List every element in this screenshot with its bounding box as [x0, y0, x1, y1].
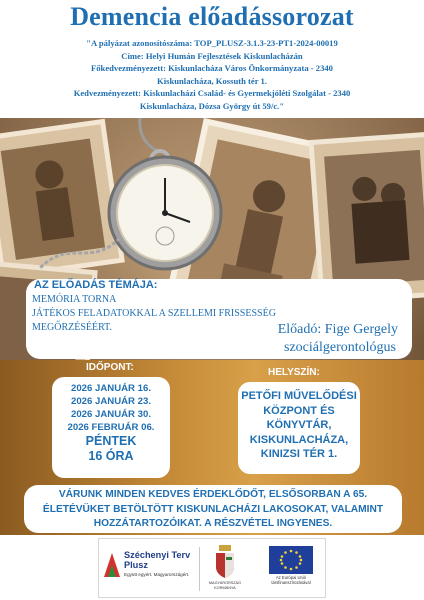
place-line: KINIZSI TÉR 1.: [260, 448, 338, 460]
time-label: IDŐPONT:: [86, 362, 134, 373]
project-info-line: "A pályázat azonosítószáma: TOP_PLUSZ-3.1.3-23-PT1-2024-00019: [86, 38, 338, 48]
place-line: KÖZPONT ÉS: [263, 404, 335, 417]
project-info-line: Főkedvezményezett: Kiskunlacháza Város Önkormányzata - 2340: [91, 63, 333, 74]
event-date: 2026 JANUÁR 30.: [71, 409, 151, 420]
hungarian-government-logo: [204, 543, 246, 595]
topic-text: [32, 293, 276, 335]
invitation-line: VÁRUNK MINDEN KEDVES ÉRDEKLŐDŐT, ELSŐSORBAN A 65.: [58, 489, 368, 500]
event-date: 2026 JANUÁR 16.: [71, 383, 151, 394]
funding-logos: [98, 538, 326, 598]
event-day: PÉNTEK: [85, 434, 137, 448]
presenter-role: szociálgerontológus: [284, 340, 396, 355]
eu-flag-icon: [269, 546, 313, 574]
topic-line: MEMÓRIA TORNA: [32, 294, 117, 305]
topic-line: MEGŐRZÉSÉÉRT.: [32, 322, 113, 333]
time-panel: [52, 377, 170, 478]
project-info: [8, 37, 416, 113]
coat-of-arms-icon: [214, 545, 236, 579]
event-hour: 16 ÓRA: [88, 449, 134, 463]
place-panel: [238, 382, 360, 474]
project-info-line: Címe: Helyi Humán Fejlesztések Kiskunlacházán: [121, 50, 303, 61]
eu-text: Az Európai Unió társfinanszírozásával: [271, 575, 311, 585]
szechenyi-title: Széchenyi Terv Plusz: [124, 550, 191, 570]
project-info-line: Kedvezményezett: Kiskunlacházi Család- és Gyermekjóléti Szolgálat - 2340: [73, 88, 351, 99]
presenter-name: Előadó: Fige Gergely: [277, 322, 398, 337]
szechenyi-logo: [102, 547, 192, 591]
place-line: KISKUNLACHÁZA,: [249, 433, 349, 446]
project-info-line: Kiskunlacháza, Kossuth tér 1.: [157, 75, 267, 86]
government-text: MAGYARORSZÁG KORMÁNYA: [208, 581, 242, 590]
topic-line: JÁTÉKOS FELADATOKKAL A SZELLEMI FRISSESSÉG: [32, 308, 276, 319]
topic-panel: [26, 279, 412, 359]
event-date: 2026 JANUÁR 23.: [71, 396, 151, 407]
topic-heading: AZ ELŐADÁS TÉMÁJA:: [34, 279, 158, 291]
presenter-info: [278, 321, 398, 357]
page-title: Demencia előadássorozat: [70, 2, 354, 31]
szechenyi-arrow-icon: [102, 551, 122, 579]
invitation-line: ÉLETÉVÜKET BETÖLTÖTT KISKUNLACHÁZI LAKOSOKAT, VALAMINT: [42, 503, 384, 515]
place-label: HELYSZÍN:: [268, 367, 320, 378]
place-line: KÖNYVTÁR,: [266, 419, 332, 431]
project-info-line: Kiskunlacháza, Dózsa György út 59/c.": [139, 100, 285, 111]
szechenyi-subtitle: Együtt egyért. Magyarországért.: [124, 572, 190, 577]
eu-logo: [259, 544, 323, 594]
event-date: 2026 FEBRUÁR 06.: [67, 422, 155, 433]
invitation-panel: [24, 485, 402, 533]
place-line: PETŐFI MŰVELŐDÉSI: [241, 390, 357, 402]
logo-divider: [199, 547, 200, 591]
invitation-line: HOZZÁTARTOZÓIKAT. A RÉSZVÉTEL INGYENES.: [93, 518, 333, 529]
